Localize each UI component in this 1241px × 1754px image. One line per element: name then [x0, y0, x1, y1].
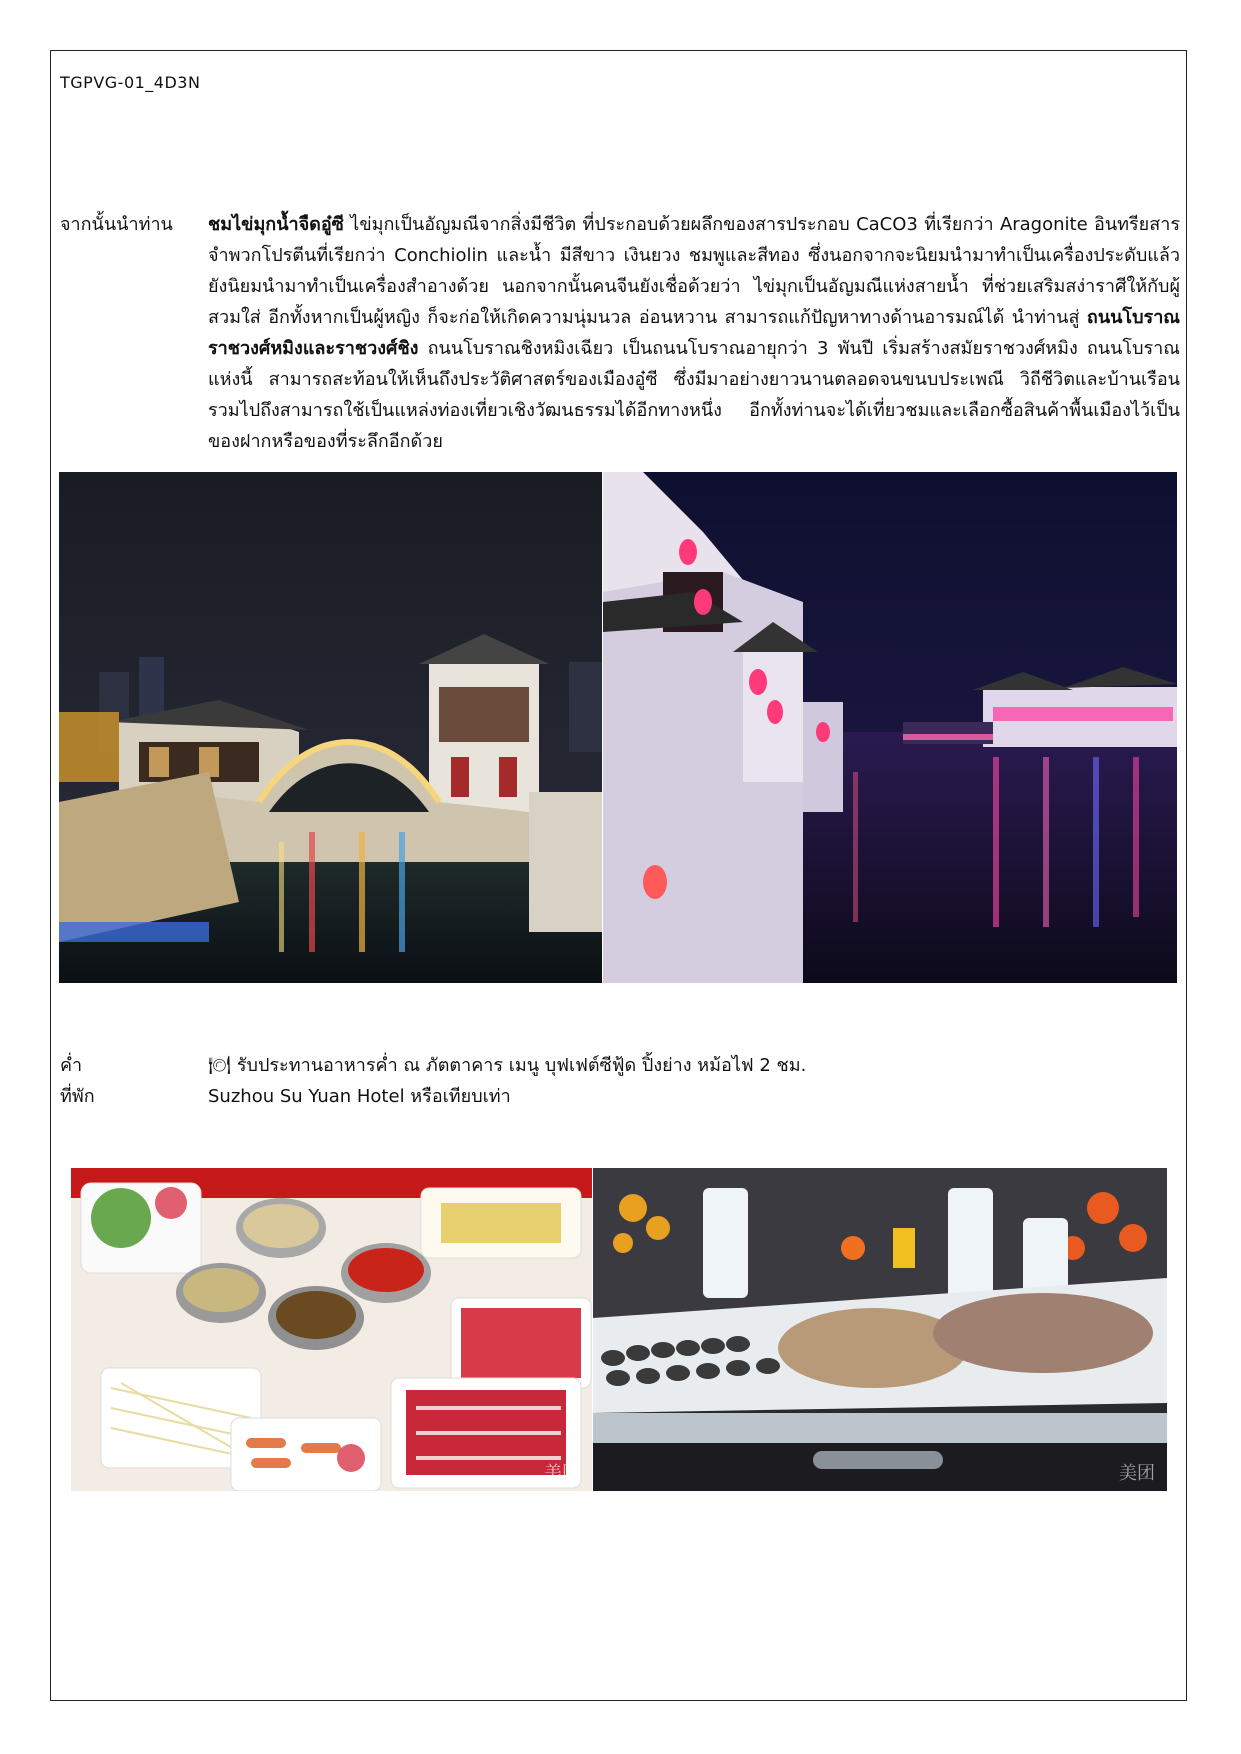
hotel-label: ที่พัก [60, 1086, 95, 1107]
fork-knife-icon: 🍽 [208, 1055, 231, 1076]
document-code: TGPVG-01_4D3N [60, 73, 201, 92]
photo-watermark: 美团 [544, 1463, 580, 1484]
photo-hotpot [71, 1168, 592, 1491]
hotel-text: Suzhou Su Yuan Hotel หรือเทียบเท่า [208, 1086, 511, 1107]
photo-watermark-2: 美团 [1119, 1463, 1155, 1484]
highlight-pearl: ชมไข่มุกน้ำจืดอู๋ซี [208, 214, 344, 235]
photo-night-canal [603, 472, 1177, 983]
dinner-line [208, 1050, 806, 1079]
photo-seafood-buffet [593, 1168, 1167, 1491]
dinner-label: ค่ำ [60, 1055, 83, 1076]
dinner-text: รับประทานอาหารค่ำ ณ ภัตตาคาร เมนู บุฟเฟต์ซีฟู้ด ปิ้งย่าง หม้อไฟ 2 ชม. [236, 1055, 807, 1076]
section-description [208, 209, 1180, 457]
description-part1: ไข่มุกเป็นอัญมณีจากสิ่งมีชีวิต ที่ประกอบด้วยผลึกของสารประกอบ CaCO3 ที่เรียกว่า Aragonite อินทรียสารจำพวกโปรตีนที่เรียกว่า Conchiolin และน้ำ มีสีขาว เงินยวง ชมพูและสีทอง ซึ่งนอกจากจะนิยมนำมาทำเป็นเครื่องประดับแล้ว ยังนิยมนำมาทำเป็นเครื่องสำอางด้วย นอกจากนั้นคนจีนยังเชื่อด้วยว่า ไข่มุกเป็นอัญมณีแห่งสายน้ำ ที่ช่วยเสริมสง่าราศีให้กับผู้สวมใส่ อีกทั้งหากเป็นผู้หญิง ก็จะก่อให้เกิดความนุ่มนวล อ่อนหวาน สามารถแก้ปัญหาทางด้านอารมณ์ได้ นำท่านสู่ [208, 214, 1180, 328]
description-part2: ถนนโบราณชิงหมิงเฉียว เป็นถนนโบราณอายุกว่า 3 พันปี เริ่มสร้างสมัยราชวงศ์หมิง ถนนโบราณแห่งนี้ สามารถสะท้อนให้เห็นถึงประวัติศาสตร์ของเมืองอู๋ซี ซึ่งมีมาอย่างยาวนานตลอดจนขนบประเพณี วิถีชีวิตและบ้านเรือน รวมไปถึงสามารถใช้เป็นแหล่งท่องเที่ยวเชิงวัฒนธรรมได้อีกทางหนึ่ง อีกทั้งท่านจะได้เที่ยวชมและเลือกซื้อสินค้าพื้นเมืองไว้เป็นของฝากหรือของที่ระลึกอีกด้วย [208, 338, 1180, 452]
photo-canal-bridge [59, 472, 602, 983]
hotel-line [208, 1081, 511, 1110]
highlight-ancient-street: ถนนโบราณราชวงศ์หมิงและราชวงศ์ชิง [208, 307, 1180, 359]
section-label: จากนั้นนำท่าน [60, 214, 173, 235]
